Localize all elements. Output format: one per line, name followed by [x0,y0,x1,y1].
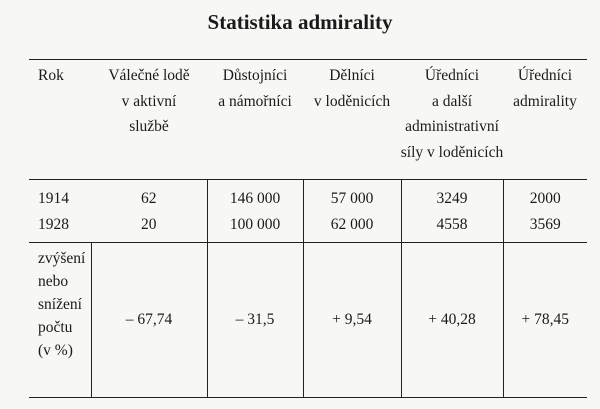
header-workers-line: v loděnicích [313,92,391,110]
header-officers-line: Důstojníci [222,67,288,84]
row-admiralty: 2000 [503,180,587,213]
row-year: 1928 [29,212,91,243]
row-officers: 146 000 [207,180,303,213]
row-year: 1914 [38,190,69,207]
change-label-line: počtu [38,319,73,336]
row-clerks: 4558 [401,212,503,243]
header-clerks-line: síly v loděnicích [400,143,504,161]
table-row [29,180,587,213]
change-clerks: + 40,28 [401,243,503,398]
change-workers: + 9,54 [303,243,401,398]
header-year: Rok [29,60,91,180]
header-workers-line: Dělníci [329,67,375,84]
change-admiralty: + 78,45 [503,243,587,398]
header-officers [207,60,303,180]
header-clerks-line: administrativní [405,118,499,135]
change-label-line: snížení [38,296,82,313]
table-row [29,212,587,243]
change-label-line: zvýšení [38,250,86,267]
header-ships-line: v aktivní [121,92,177,110]
row-ships: 62 [141,190,157,207]
row-admiralty: 3569 [503,212,587,243]
header-ships-line: Válečné lodě [108,67,190,84]
header-admiralty-line: admirality [513,92,577,110]
change-label [29,243,91,398]
header-officers-line: a námořníci [218,92,292,110]
header-ships-line: službě [129,118,169,135]
header-admiralty-line: Úředníci [517,67,573,84]
change-ships: – 67,74 [91,243,207,398]
header-ships [91,60,207,180]
header-clerks-line: a další [431,92,473,110]
change-label-line: nebo [38,273,69,290]
change-label-line: (v %) [38,342,73,359]
statistics-table [29,59,587,398]
header-clerks-text [371,63,533,165]
header-clerks-line: Úředníci [424,67,480,84]
row-clerks: 3249 [401,180,503,213]
row-workers: 62 000 [303,212,401,243]
row-workers: 57 000 [303,180,401,213]
page-title: Statistika admirality [207,10,393,34]
change-officers: – 31,5 [207,243,303,398]
row-ships: 20 [91,212,207,243]
row-officers: 100 000 [207,212,303,243]
change-row [29,243,587,398]
header-row [29,60,587,180]
header-clerks [401,60,503,180]
